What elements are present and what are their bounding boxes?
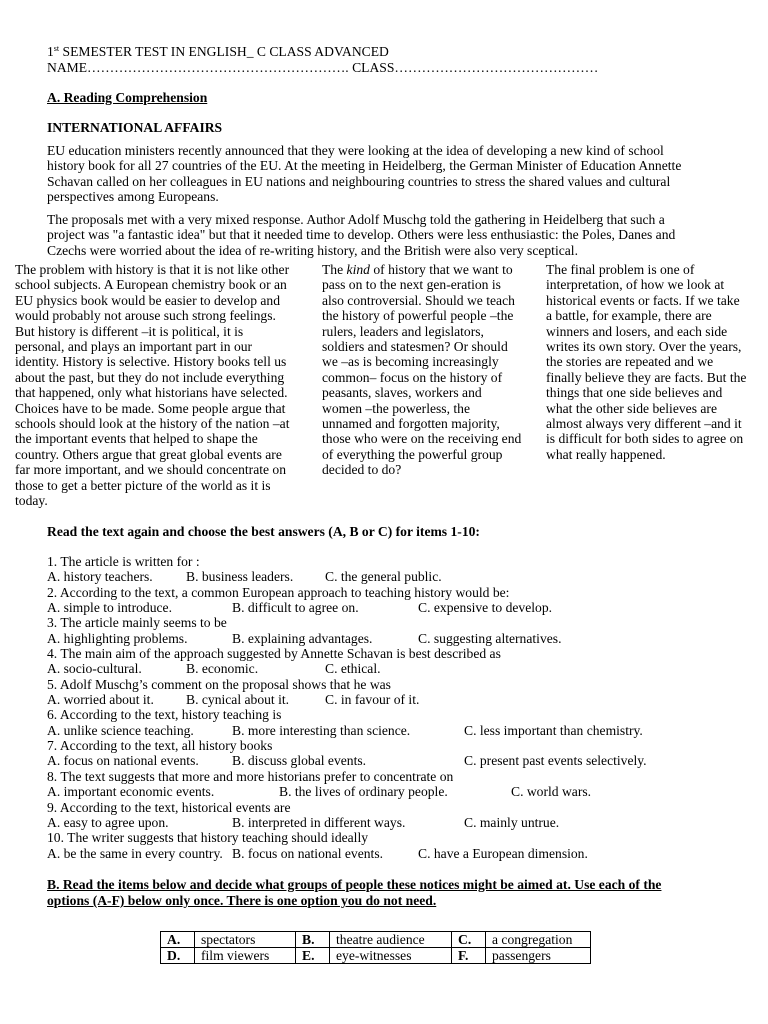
question-6: 6. According to the text, history teaching is xyxy=(47,707,282,722)
option-key: C. xyxy=(452,932,486,948)
paragraph-line: perspectives among Europeans. xyxy=(47,189,219,205)
paragraph-line: Schavan called on her colleagues in EU nations and neighbouring countries to stress the shared values and cultural xyxy=(47,173,671,189)
column-line: The final problem is one of xyxy=(546,262,695,277)
column-line: writes its own story. Over the years, xyxy=(546,339,742,355)
q6-option-b: B. more interesting than science. xyxy=(232,723,411,738)
q1-option-b: B. business leaders. xyxy=(186,569,294,584)
column-line: also controversial. Should we teach xyxy=(322,292,515,308)
q10-option-b: B. focus on national events. xyxy=(232,846,384,861)
column-line: the stories are repeated and we xyxy=(546,354,714,370)
option-key: A. xyxy=(161,932,195,948)
test-title xyxy=(47,44,389,59)
question-10: 10. The writer suggests that history teaching should ideally xyxy=(47,830,369,845)
q6-option-a: A. unlike science teaching. xyxy=(47,723,194,738)
article-column-1 xyxy=(15,262,310,509)
column-line: today. xyxy=(15,493,48,509)
q1-option-a: A. history teachers. xyxy=(47,569,153,584)
column-line: EU physics book would be easier to develop and xyxy=(15,292,281,308)
column-line: those to get a better picture of the world as it is xyxy=(15,477,271,493)
article-paragraph-2 xyxy=(47,212,717,258)
title-number: 1 xyxy=(47,44,54,59)
column-line: historical events or facts. If we take xyxy=(546,292,740,308)
column-line: the history of powerful people –the xyxy=(322,308,514,324)
option-key: E. xyxy=(296,948,330,964)
q2-option-b: B. difficult to agree on. xyxy=(232,600,359,615)
option-key: D. xyxy=(161,948,195,964)
column-line: rulers, leaders and legislators, xyxy=(322,323,484,339)
q6-option-c: C. less important than chemistry. xyxy=(464,723,643,738)
title-ordinal-suffix: st xyxy=(53,44,60,53)
column-line: those who were on the receiving end xyxy=(322,431,522,447)
column-line: The problem with history is that it is not like other xyxy=(15,262,290,277)
q7-option-a: A. focus on national events. xyxy=(47,753,199,768)
column-line: is difficult for both sides to agree on xyxy=(546,431,744,447)
column-line: Choices have to be made. Some people argue that xyxy=(15,400,286,416)
column-line: schools should look at the history of the nation –at xyxy=(15,416,290,432)
column-line: would probably not arouse such strong feelings. xyxy=(15,308,276,324)
q2-option-c: C. expensive to develop. xyxy=(418,600,553,615)
paragraph-line: project was "a fantastic idea" but that it needed time to develop. Others were less enthusiastic: the Poles, Danes and xyxy=(47,227,676,243)
questions-instruction: Read the text again and choose the best answers (A, B or C) for items 1-10: xyxy=(47,524,480,539)
question-3: 3. The article mainly seems to be xyxy=(47,615,227,630)
options-row xyxy=(161,932,591,948)
q9-option-c: C. mainly untrue. xyxy=(464,815,560,830)
column-line: school subjects. A European chemistry book or an xyxy=(15,277,287,293)
question-2: 2. According to the text, a common European approach to teaching history would be: xyxy=(47,585,510,600)
column-line: about the past, but they do not include everything xyxy=(15,369,285,385)
column-line: almost always very different –and it xyxy=(546,416,742,432)
section-b-instruction-line-1: B. Read the items below and decide what groups of people these notices might be aimed at. Use each of the xyxy=(47,877,662,892)
title-text: SEMESTER TEST IN ENGLISH_ C CLASS ADVANCED xyxy=(59,44,389,59)
q3-option-a: A. highlighting problems. xyxy=(47,631,188,646)
column-line: of everything the powerful group xyxy=(322,446,503,462)
q9-option-b: B. interpreted in different ways. xyxy=(232,815,406,830)
column-line: But history is different –it is political, it is xyxy=(15,323,244,339)
paragraph-line: EU education ministers recently announced that they were looking at the idea of developing a new kind of school xyxy=(47,143,664,158)
q8-option-c: C. world wars. xyxy=(511,784,592,799)
question-5: 5. Adolf Muschg’s comment on the proposal shows that he was xyxy=(47,677,391,692)
column-line: the important events that helped to shape the xyxy=(15,431,258,447)
option-text: a congregation xyxy=(486,932,591,948)
column-line: peasants, slaves, workers and xyxy=(322,385,482,401)
question-1: 1. The article is written for : xyxy=(47,554,200,569)
column-line-part: of history that we want to xyxy=(369,262,513,277)
column-line-part: The xyxy=(322,262,347,277)
q8-option-b: B. the lives of ordinary people. xyxy=(279,784,448,799)
column-line: winners and losers, and each side xyxy=(546,323,728,339)
question-8: 8. The text suggests that more and more historians prefer to concentrate on xyxy=(47,769,454,784)
article-column-2 xyxy=(322,262,537,478)
q1-option-c: C. the general public. xyxy=(325,569,442,584)
q4-option-a: A. socio-cultural. xyxy=(47,661,142,676)
options-table xyxy=(160,931,591,964)
column-line: country. Others argue that great global events are xyxy=(15,446,282,462)
question-9: 9. According to the text, historical events are xyxy=(47,800,291,815)
option-text: passengers xyxy=(486,948,591,964)
column-line: women –the powerless, the xyxy=(322,400,470,416)
q4-option-c: C. ethical. xyxy=(325,661,381,676)
name-class-line: NAME…………………………………………………. CLASS……………………………………… xyxy=(47,60,599,75)
column-line: a battle, for example, there are xyxy=(546,308,712,324)
paragraph-line: history book for all 27 countries of the EU. At the meeting in Heidelberg, the German Minister of Education Annette xyxy=(47,158,682,174)
article-title: INTERNATIONAL AFFAIRS xyxy=(47,120,223,135)
q2-option-a: A. simple to introduce. xyxy=(47,600,172,615)
column-line: decided to do? xyxy=(322,462,402,478)
q5-option-c: C. in favour of it. xyxy=(325,692,420,707)
q10-option-a: A. be the same in every country. xyxy=(47,846,223,861)
column-line: what the other side believes are xyxy=(546,400,717,416)
option-key: F. xyxy=(452,948,486,964)
q3-option-b: B. explaining advantages. xyxy=(232,631,373,646)
question-4: 4. The main aim of the approach suggested by Annette Schavan is best described as xyxy=(47,646,501,661)
option-key: B. xyxy=(296,932,330,948)
q3-option-c: C. suggesting alternatives. xyxy=(418,631,562,646)
column-line xyxy=(322,262,537,277)
q5-option-a: A. worried about it. xyxy=(47,692,154,707)
paragraph-line: Czechs were worried about the idea of re-writing history, and the British were also very sceptical. xyxy=(47,242,578,258)
option-text: spectators xyxy=(195,932,296,948)
options-row xyxy=(161,948,591,964)
q7-option-b: B. discuss global events. xyxy=(232,753,367,768)
q9-option-a: A. easy to agree upon. xyxy=(47,815,169,830)
option-text: eye-witnesses xyxy=(330,948,452,964)
column-line: soldiers and statesmen? Or should xyxy=(322,339,508,355)
option-text: theatre audience xyxy=(330,932,452,948)
column-line: interpretation, of how we look at xyxy=(546,277,725,293)
column-line: pass on to the next gen-eration is xyxy=(322,277,501,293)
column-line: that happened, only what historians have selected. xyxy=(15,385,288,401)
column-line: far more important, and we should concentrate on xyxy=(15,462,287,478)
option-text: film viewers xyxy=(195,948,296,964)
section-b-instruction-line-2: options (A-F) below only once. There is one option you do not need. xyxy=(47,893,437,908)
q4-option-b: B. economic. xyxy=(186,661,259,676)
question-7: 7. According to the text, all history books xyxy=(47,738,273,753)
emphasized-word: kind xyxy=(346,262,370,277)
article-column-3 xyxy=(546,262,761,462)
section-a-heading: A. Reading Comprehension xyxy=(47,90,208,105)
article-paragraph-1 xyxy=(47,143,717,205)
q8-option-a: A. important economic events. xyxy=(47,784,215,799)
column-line: we –as is becoming increasingly xyxy=(322,354,499,370)
column-line: things that one side believes and xyxy=(546,385,723,401)
paragraph-line: The proposals met with a very mixed response. Author Adolf Muschg told the gathering in Heidelberg that such a xyxy=(47,212,665,227)
column-line: finally believe they are facts. But the xyxy=(546,369,747,385)
q5-option-b: B. cynical about it. xyxy=(186,692,290,707)
column-line: what really happened. xyxy=(546,446,666,462)
column-line: identity. History is selective. History books tell us xyxy=(15,354,287,370)
column-line: common– focus on the history of xyxy=(322,369,503,385)
column-line: unnamed and forgotten majority, xyxy=(322,416,500,432)
q10-option-c: C. have a European dimension. xyxy=(418,846,588,861)
q7-option-c: C. present past events selectively. xyxy=(464,753,647,768)
column-line: personal, and plays an important part in our xyxy=(15,339,253,355)
